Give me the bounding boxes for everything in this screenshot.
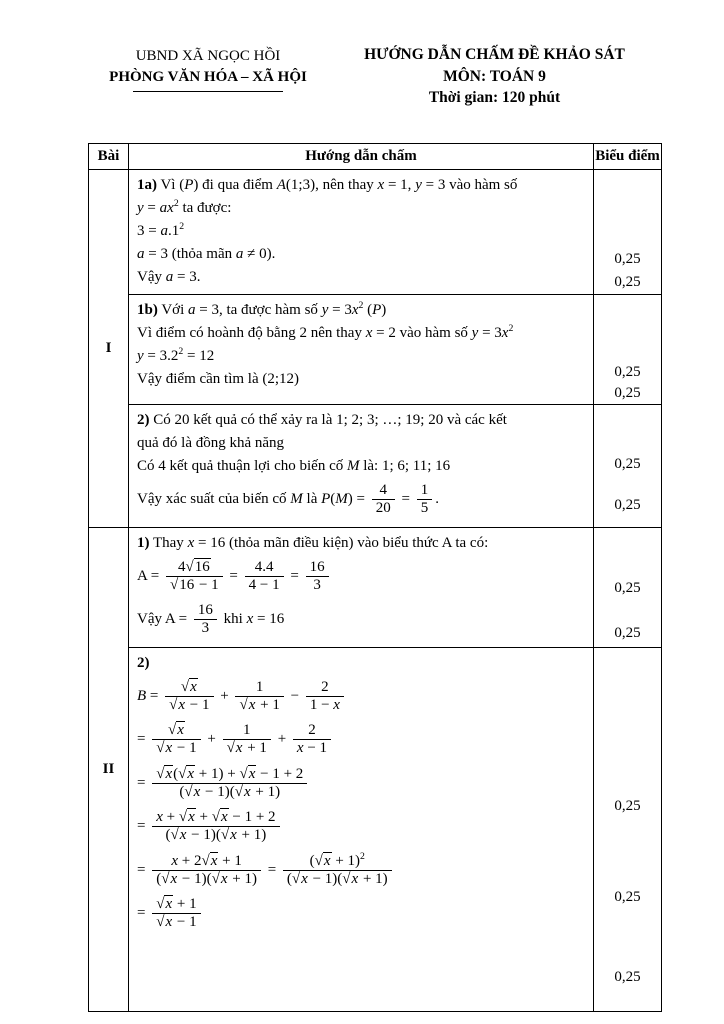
column-header-bieu-diem: Biểu điểm xyxy=(594,144,662,170)
solution-line: 1b) Với a = 3, ta được hàm số $y = 3x^2$ (P) xyxy=(137,300,387,319)
column-header-bai: Bài xyxy=(89,144,129,170)
solution-line: $3 = a.1^2$ xyxy=(137,221,185,240)
table-header-row xyxy=(89,144,662,170)
score-value: 0,25 xyxy=(614,969,641,985)
solution-line: Vì điểm có hoành độ bằng 2 nên thay x = 2 vào hàm số $y = 3x^2$ xyxy=(137,323,514,342)
score-value: 0,25 xyxy=(614,889,641,906)
score-value: 0,25 xyxy=(614,273,641,290)
solution-line: a = 3 (thỏa mãn a ≠ 0). xyxy=(137,246,276,263)
header-underline-rule xyxy=(133,91,283,92)
table-row-II-2 xyxy=(89,647,662,1011)
score-value: 0,25 xyxy=(614,798,641,815)
column-header-huong-dan-cham: Hướng dẫn chấm xyxy=(129,144,594,170)
document-header xyxy=(88,44,662,109)
solution-line: = $\frac{√x}{√x - 1}$ + $\frac{1}{√x + 1}$ + $\frac{2}{x - 1}$ xyxy=(137,719,585,761)
solution-line: = $\frac{√x + 1}{√x - 1}$ xyxy=(137,893,585,935)
solution-cell-I-1b xyxy=(129,295,594,405)
solution-line: 2) xyxy=(137,654,150,671)
grading-table-body xyxy=(89,170,662,1012)
score-value: 0,25 xyxy=(614,496,641,513)
solution-line: = $\frac{√x(√x + 1) + √x - 1 + 2}{(√x - 1)(√x + 1)}$ xyxy=(137,763,585,805)
table-row-II-1 xyxy=(89,527,662,647)
duration-line: Thời gian: 120 phút xyxy=(428,89,561,107)
solution-cell-I-1a xyxy=(129,170,594,295)
solution-line: quả đó là đồng khả năng xyxy=(137,435,285,452)
document-title: HƯỚNG DẪN CHẤM ĐỀ KHẢO SÁT xyxy=(364,46,625,63)
score-cell-I-1b xyxy=(594,295,662,405)
subject-line: MÔN: TOÁN 9 xyxy=(443,67,546,85)
score-value: 0,25 xyxy=(614,363,641,380)
solution-line: $y = ax^2$ ta được: xyxy=(137,198,232,217)
solution-line: Vậy A = $\frac{16}{3}$ khi x = 16 xyxy=(137,602,285,637)
solution-cell-I-2 xyxy=(129,405,594,528)
solution-line: 1a) Vì (P) đi qua điểm A(1;3), nên thay x = 1, y = 3 vào hàm số xyxy=(137,177,518,194)
solution-line: B = $\frac{√x}{√x - 1}$ + $\frac{1}{√x + 1}$ − $\frac{2}{1 - x}$ xyxy=(137,676,585,718)
solution-line: 1) Thay x = 16 (thỏa mãn điều kiện) vào biểu thức A ta có: xyxy=(137,534,489,551)
issuing-authority-block xyxy=(88,44,328,92)
section-label-I: I xyxy=(89,170,129,528)
solution-line: = $\frac{x + 2√x + 1}{(√x - 1)(√x + 1)}$ = $\frac{(√x + 1)^2}{(√x - 1)(√x + 1)}$ xyxy=(137,850,585,892)
score-value: 0,25 xyxy=(614,455,641,472)
authority-name: UBND XÃ NGỌC HỒI xyxy=(135,48,281,64)
section-label-II: II xyxy=(89,527,129,1011)
solution-cell-II-2 xyxy=(129,647,594,1011)
solution-line: Vậy xác suất của biến cố M là P(M) = $\frac{4}{20}$ = $\frac{1}{5}$ . xyxy=(137,482,439,517)
score-value: 0,25 xyxy=(614,251,641,268)
score-cell-I-2 xyxy=(594,405,662,528)
score-cell-II-2 xyxy=(594,647,662,1011)
solution-line: Vậy a = 3. xyxy=(137,269,201,286)
table-row-I-1b xyxy=(89,295,662,405)
solution-line: A = $\frac{4√16}{√16 - 1}$ = $\frac{4.4}{4 - 1}$ = $\frac{16}{3}$ xyxy=(137,556,585,598)
solution-cell-II-1 xyxy=(129,527,594,647)
solution-line: $y = 3.2^2 = 12$ xyxy=(137,346,215,365)
table-row-I-1a xyxy=(89,170,662,295)
grading-table xyxy=(88,143,662,1012)
score-cell-II-1 xyxy=(594,527,662,647)
solution-line: 2) Có 20 kết quả có thể xảy ra là 1; 2; 3; …; 19; 20 và các kết xyxy=(137,412,507,429)
score-cell-I-1a xyxy=(594,170,662,295)
solution-line: Có 4 kết quả thuận lợi cho biến cố M là: 1; 6; 11; 16 xyxy=(137,458,451,475)
solution-line: Vậy điểm cần tìm là (2;12) xyxy=(137,371,300,388)
department-name: PHÒNG VĂN HÓA – XÃ HỘI xyxy=(109,69,307,85)
document-title-block xyxy=(342,44,647,109)
score-value: 0,25 xyxy=(614,624,641,641)
solution-line: = $\frac{x + √x + √x - 1 + 2}{(√x - 1)(√x + 1)}$ xyxy=(137,806,585,848)
score-value: 0,25 xyxy=(614,385,641,402)
score-value: 0,25 xyxy=(614,579,641,596)
table-row-I-2 xyxy=(89,405,662,528)
